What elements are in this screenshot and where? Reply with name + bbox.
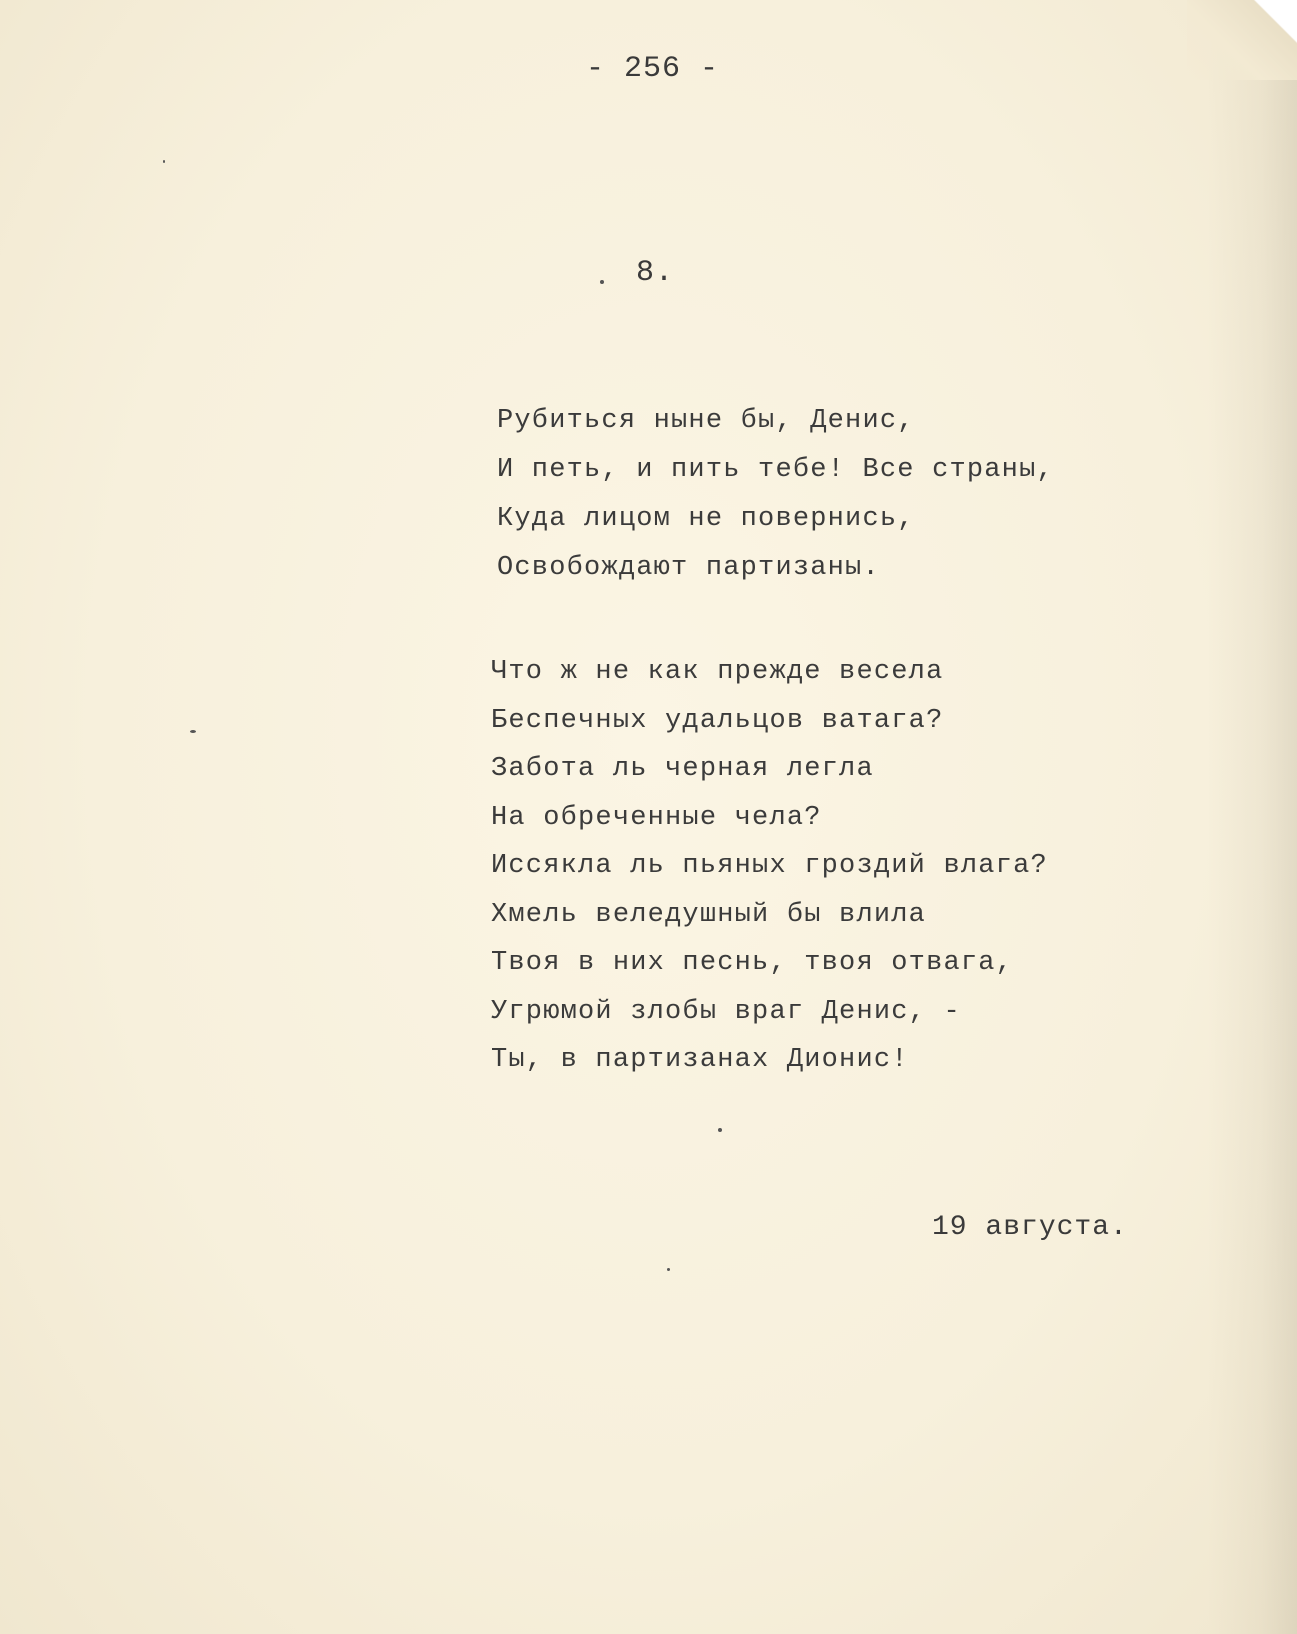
ink-speck (667, 1268, 670, 1271)
verse-line: Забота ль черная легла (491, 754, 874, 784)
torn-corner (1187, 0, 1297, 80)
ink-speck (163, 160, 165, 163)
stanza-1 (497, 408, 1054, 604)
verse-line: Что ж не как прежде весела (491, 657, 944, 687)
verse-line: Беспечных удальцов ватага? (491, 705, 944, 736)
verse-line: Хмель веледушный бы влила (491, 899, 927, 930)
page-edge-shadow (1207, 0, 1297, 1634)
ink-speck (600, 280, 604, 284)
verse-line: Иссякла ль пьяных гроздий влага? (491, 851, 1048, 881)
verse-line: Твоя в них песнь, твоя отвага, (491, 948, 1014, 978)
stanza-2 (491, 659, 1048, 1096)
verse-line: Освобождают партизаны. (497, 553, 880, 583)
verse-line: Ты, в партизанах Дионис! (491, 1045, 909, 1075)
verse-line: Угрюмой злобы враг Денис, - (491, 996, 961, 1027)
ink-speck (718, 1128, 722, 1132)
poem-number: 8. (636, 256, 675, 290)
verse-line: Куда лицом не повернись, (497, 504, 915, 534)
verse-line: На обреченные чела? (491, 802, 822, 833)
verse-line: Рубиться ныне бы, Денис, (497, 406, 915, 436)
verse-line: И петь, и пить тебе! Все страны, (497, 455, 1054, 485)
date-line: 19 августа. (932, 1212, 1128, 1243)
ink-speck (190, 730, 196, 733)
page-number: - 256 - (586, 52, 720, 86)
